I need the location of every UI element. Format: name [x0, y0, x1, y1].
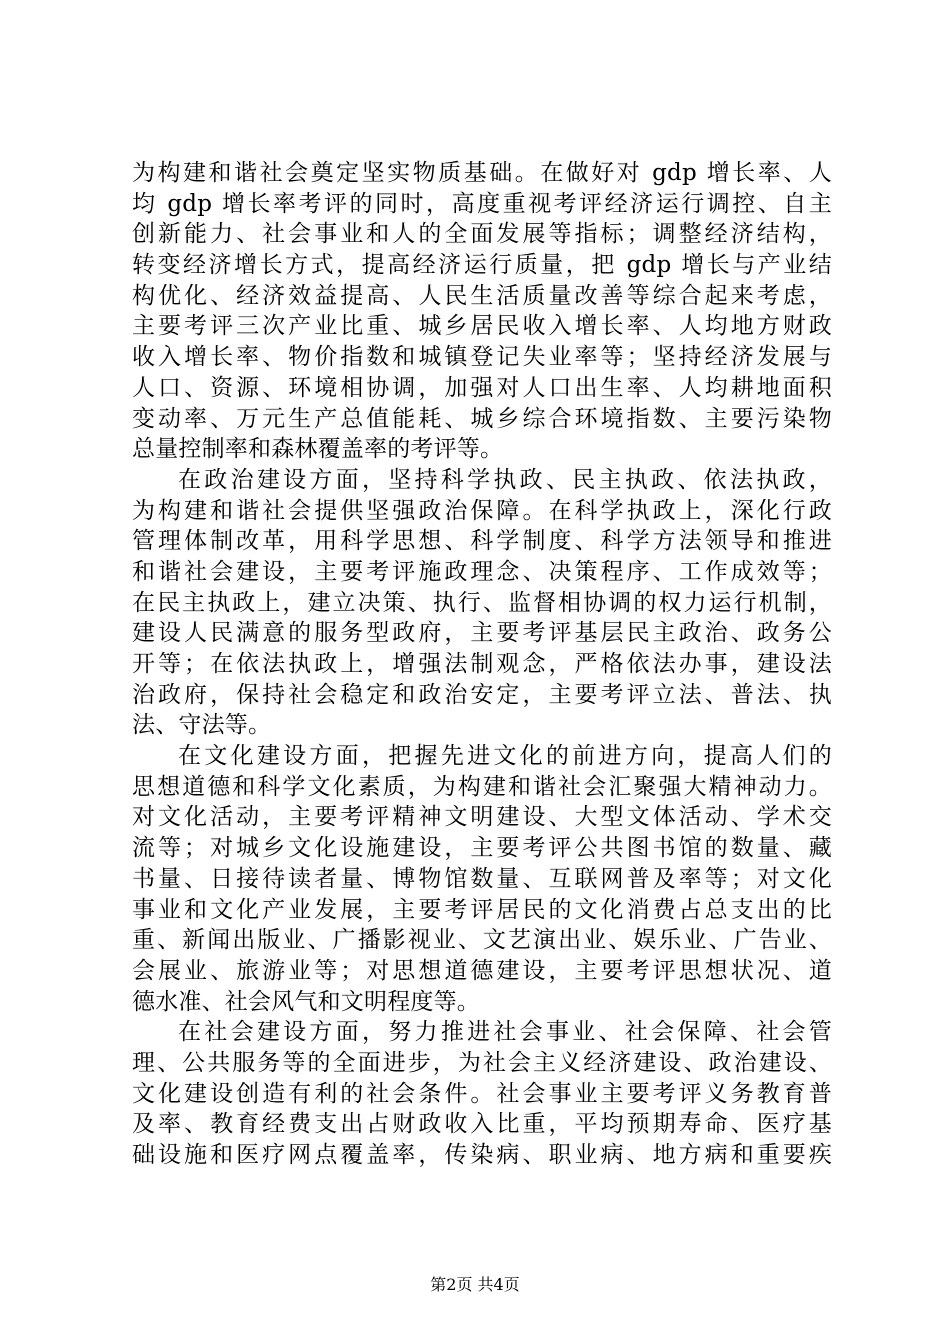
text-line: 流等；对城乡文化设施建设，主要考评公共图书馆的数量、藏: [132, 835, 832, 862]
text-line: 在民主执政上，建立决策、执行、监督相协调的权力运行机制，: [132, 589, 832, 616]
document-body: [132, 158, 832, 1171]
text-line: 书量、日接待读者量、博物馆数量、互联网普及率等；对文化: [132, 865, 832, 892]
text-line: 建设人民满意的服务型政府，主要考评基层民主政治、政务公: [132, 620, 832, 647]
text-line: 治政府，保持社会稳定和政治安定，主要考评立法、普法、执: [132, 681, 832, 708]
text-line: 在社会建设方面，努力推进社会事业、社会保障、社会管: [178, 1019, 832, 1046]
text-line: 人口、资源、环境相协调，加强对人口出生率、人均耕地面积: [132, 374, 832, 401]
text-line: 管理体制改革，用科学思想、科学制度、科学方法领导和推进: [132, 528, 832, 555]
text-line: 文化建设创造有利的社会条件。社会事业主要考评义务教育普: [132, 1080, 832, 1107]
text-line: 会展业、旅游业等；对思想道德建设，主要考评思想状况、道: [132, 957, 832, 984]
text-line: 及率、教育经费支出占财政收入比重，平均预期寿命、医疗基: [132, 1111, 832, 1138]
paragraph-cultural: [132, 741, 832, 1017]
text-line: 础设施和医疗网点覆盖率，传染病、职业病、地方病和重要疾: [132, 1142, 832, 1168]
text-line: 理、公共服务等的全面进步，为社会主义经济建设、政治建设、: [132, 1049, 832, 1076]
text-line: 总量控制率和森林覆盖率的考评等。: [132, 436, 504, 463]
text-line: 创新能力、社会事业和人的全面发展等指标；调整经济结构，: [132, 221, 832, 248]
text-line: 为构建和谐社会提供坚强政治保障。在科学执政上，深化行政: [132, 497, 832, 524]
text-line: 在政治建设方面，坚持科学执政、民主执政、依法执政，: [178, 466, 832, 493]
text-line: 法、守法等。: [132, 712, 272, 739]
text-line: 为构建和谐社会奠定坚实物质基础。在做好对 gdp 增长率、人: [132, 160, 832, 186]
text-line: 转变经济增长方式，提高经济运行质量，把 gdp 增长与产业结: [132, 252, 832, 279]
text-line: 主要考评三次产业比重、城乡居民收入增长率、人均地方财政: [132, 313, 832, 340]
text-line: 对文化活动，主要考评精神文明建设、大型文体活动、学术交: [132, 804, 832, 831]
text-line: 在文化建设方面，把握先进文化的前进方向，提高人们的: [178, 743, 832, 770]
text-line: 构优化、经济效益提高、人民生活质量改善等综合起来考虑，: [132, 282, 832, 309]
text-line: 均 gdp 增长率考评的同时，高度重视考评经济运行调控、自主: [132, 190, 832, 217]
text-line: 和谐社会建设，主要考评施政理念、决策程序、工作成效等；: [132, 558, 832, 585]
paragraph-economic: [132, 158, 832, 465]
text-line: 收入增长率、物价指数和城镇登记失业率等；坚持经济发展与: [132, 344, 832, 371]
text-line: 思想道德和科学文化素质，为构建和谐社会汇聚强大精神动力。: [132, 773, 832, 800]
text-line: 事业和文化产业发展，主要考评居民的文化消费占总支出的比: [132, 896, 832, 923]
text-line: 重、新闻出版业、广播影视业、文艺演出业、娱乐业、广告业、: [132, 927, 832, 954]
page-number-footer: 第2页 共4页: [430, 1275, 520, 1294]
paragraph-political: [132, 465, 832, 741]
text-line: 变动率、万元生产总值能耗、城乡综合环境指数、主要污染物: [132, 405, 832, 432]
text-line: 开等；在依法执政上，增强法制观念，严格依法办事，建设法: [132, 651, 832, 677]
paragraph-social: [132, 1017, 832, 1170]
text-line: 德水准、社会风气和文明程度等。: [132, 988, 480, 1015]
